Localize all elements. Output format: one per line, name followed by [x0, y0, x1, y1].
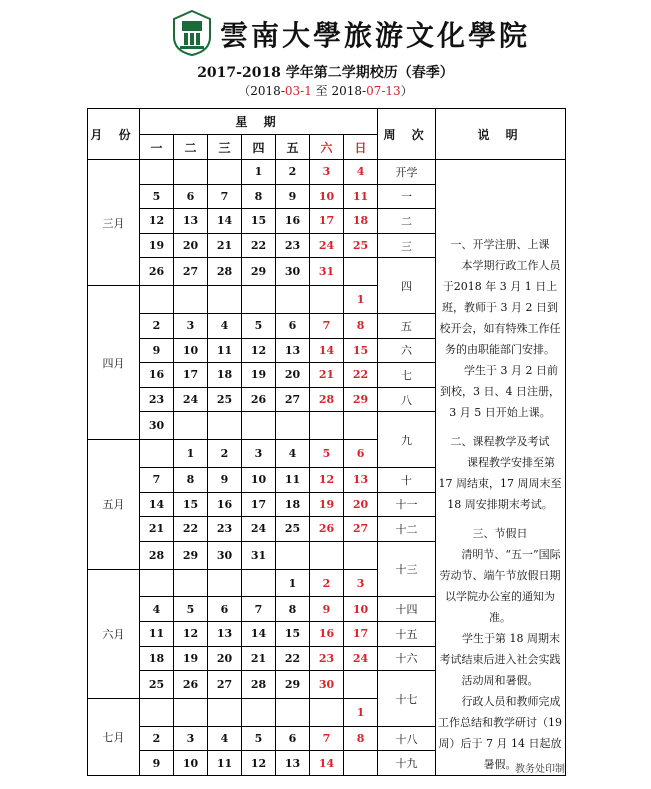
month-cell: 五月 [88, 440, 140, 569]
day-cell: 1 [242, 160, 276, 185]
day-cell: 17 [310, 209, 344, 234]
day-cell [140, 286, 174, 314]
page-header [0, 0, 651, 110]
day-cell [310, 286, 344, 314]
day-cell [344, 751, 378, 776]
day-cell: 14 [310, 751, 344, 776]
month-cell: 六月 [88, 569, 140, 698]
day-cell: 27 [276, 387, 310, 412]
day-cell: 3 [310, 160, 344, 185]
day-cell [174, 569, 208, 597]
month-cell: 四月 [88, 286, 140, 440]
day-cell: 12 [174, 622, 208, 647]
day-cell: 26 [174, 671, 208, 699]
range-end: 07-13 [366, 84, 401, 98]
day-cell [140, 699, 174, 727]
day-cell: 5 [174, 597, 208, 622]
month-cell: 三月 [88, 160, 140, 286]
day-cell: 17 [174, 363, 208, 388]
day-cell: 7 [242, 597, 276, 622]
day-cell: 18 [208, 363, 242, 388]
day-cell: 9 [208, 468, 242, 493]
day-cell: 3 [344, 569, 378, 597]
day-cell: 18 [344, 209, 378, 234]
day-cell [310, 541, 344, 569]
day-cell: 17 [344, 622, 378, 647]
day-cell: 7 [310, 726, 344, 751]
day-cell: 6 [276, 726, 310, 751]
month-header: 月 份 [88, 109, 140, 160]
day-cell [174, 286, 208, 314]
day-cell: 22 [174, 517, 208, 542]
day-cell: 23 [310, 646, 344, 671]
day-cell [242, 699, 276, 727]
day-cell: 1 [174, 440, 208, 468]
day-cell: 1 [344, 286, 378, 314]
note-heading: 二、课程教学及考试 [450, 435, 550, 448]
day-cell: 7 [140, 468, 174, 493]
day-cell: 24 [310, 233, 344, 258]
week-number-cell: 七 [378, 363, 436, 388]
day-cell: 19 [140, 233, 174, 258]
day-cell: 27 [208, 671, 242, 699]
week-number-cell: 一 [378, 184, 436, 209]
week-number-cell: 六 [378, 338, 436, 363]
day-cell: 15 [242, 209, 276, 234]
day-cell: 18 [140, 646, 174, 671]
day-cell: 16 [208, 492, 242, 517]
day-cell [208, 412, 242, 440]
note-paragraph: 学生于 3 月 2 日前到校，3 日、4 日注册，3 月 5 日开始上课。 [440, 364, 561, 419]
day-cell [344, 541, 378, 569]
day-cell: 10 [242, 468, 276, 493]
day-cell: 21 [242, 646, 276, 671]
week-number-cell: 十三 [378, 541, 436, 597]
day-cell: 24 [242, 517, 276, 542]
day-cell: 14 [242, 622, 276, 647]
day-cell: 13 [276, 751, 310, 776]
day-cell: 2 [140, 314, 174, 339]
day-cell [208, 699, 242, 727]
day-cell [344, 258, 378, 286]
week-number-cell: 十七 [378, 671, 436, 727]
day-cell [276, 699, 310, 727]
day-cell: 12 [310, 468, 344, 493]
weekday-5: 五 [276, 135, 310, 160]
day-cell [208, 286, 242, 314]
day-cell: 28 [310, 387, 344, 412]
week-number-cell: 十五 [378, 622, 436, 647]
day-cell: 30 [208, 541, 242, 569]
day-cell [140, 160, 174, 185]
day-cell: 6 [174, 184, 208, 209]
day-cell: 20 [276, 363, 310, 388]
calendar-table [87, 108, 566, 776]
day-cell: 1 [276, 569, 310, 597]
weekday-1: 一 [140, 135, 174, 160]
weekday-header: 星 期 [140, 109, 378, 135]
day-cell: 28 [242, 671, 276, 699]
day-cell: 11 [208, 751, 242, 776]
day-cell [276, 541, 310, 569]
week-number-cell: 八 [378, 387, 436, 412]
day-cell: 12 [242, 751, 276, 776]
week-number-header: 周 次 [378, 109, 436, 160]
day-cell: 11 [344, 184, 378, 209]
day-cell: 5 [242, 314, 276, 339]
footer-note: 教务处印制 [515, 764, 565, 775]
day-cell: 29 [174, 541, 208, 569]
week-number-cell: 十八 [378, 726, 436, 751]
day-cell: 25 [344, 233, 378, 258]
day-cell: 23 [208, 517, 242, 542]
weekday-4: 四 [242, 135, 276, 160]
day-cell: 2 [208, 440, 242, 468]
day-cell: 8 [344, 726, 378, 751]
week-number-cell: 十四 [378, 597, 436, 622]
day-cell: 2 [276, 160, 310, 185]
day-cell: 2 [140, 726, 174, 751]
day-cell: 13 [208, 622, 242, 647]
week-number-cell: 十一 [378, 492, 436, 517]
day-cell: 28 [208, 258, 242, 286]
day-cell: 29 [242, 258, 276, 286]
day-cell: 24 [174, 387, 208, 412]
day-cell: 25 [140, 671, 174, 699]
note-paragraph: 行政人员和教师完成工作总结和教学研讨（19 周）后于 7 月 14 日起放暑假。 [438, 695, 563, 771]
day-cell: 6 [208, 597, 242, 622]
calendar-row [88, 160, 566, 185]
day-cell: 22 [242, 233, 276, 258]
day-cell: 30 [310, 671, 344, 699]
day-cell: 11 [140, 622, 174, 647]
day-cell [242, 569, 276, 597]
day-cell: 8 [344, 314, 378, 339]
week-number-cell: 十二 [378, 517, 436, 542]
day-cell: 16 [310, 622, 344, 647]
weekday-2: 二 [174, 135, 208, 160]
day-cell: 5 [140, 184, 174, 209]
week-number-cell: 二 [378, 209, 436, 234]
day-cell: 23 [276, 233, 310, 258]
calendar-title: 2017-2018 学年第二学期校历（春季） [197, 65, 454, 81]
day-cell: 26 [242, 387, 276, 412]
day-cell: 20 [208, 646, 242, 671]
day-cell [174, 412, 208, 440]
day-cell: 25 [208, 387, 242, 412]
day-cell: 30 [276, 258, 310, 286]
day-cell: 4 [344, 160, 378, 185]
day-cell: 6 [276, 314, 310, 339]
day-cell: 6 [344, 440, 378, 468]
day-cell: 9 [276, 184, 310, 209]
note-heading: 三、节假日 [472, 527, 528, 540]
day-cell [310, 699, 344, 727]
day-cell: 10 [174, 338, 208, 363]
day-cell [208, 569, 242, 597]
week-number-cell: 十九 [378, 751, 436, 776]
day-cell [140, 440, 174, 468]
note-paragraph: 课程教学安排至第 17 周结束，17 周周末至 18 周安排期末考试。 [438, 456, 562, 511]
day-cell: 9 [140, 338, 174, 363]
day-cell: 28 [140, 541, 174, 569]
day-cell [174, 699, 208, 727]
day-cell [310, 412, 344, 440]
note-paragraph: 学生于第 18 周期末考试结束后进入社会实践活动周和暑假。 [439, 632, 561, 687]
day-cell: 24 [344, 646, 378, 671]
notes-header: 说 明 [436, 109, 566, 160]
day-cell: 8 [242, 184, 276, 209]
day-cell: 14 [140, 492, 174, 517]
day-cell: 4 [208, 314, 242, 339]
day-cell: 11 [208, 338, 242, 363]
day-cell: 5 [242, 726, 276, 751]
day-cell: 10 [344, 597, 378, 622]
day-cell: 29 [344, 387, 378, 412]
day-cell [242, 412, 276, 440]
day-cell: 13 [276, 338, 310, 363]
day-cell: 22 [276, 646, 310, 671]
day-cell: 2 [310, 569, 344, 597]
day-cell: 4 [140, 597, 174, 622]
day-cell: 9 [310, 597, 344, 622]
day-cell [242, 286, 276, 314]
day-cell [344, 412, 378, 440]
day-cell [344, 671, 378, 699]
day-cell: 8 [174, 468, 208, 493]
day-cell: 20 [344, 492, 378, 517]
day-cell: 14 [310, 338, 344, 363]
day-cell: 4 [208, 726, 242, 751]
day-cell: 19 [242, 363, 276, 388]
note-paragraph: 本学期行政工作人员于2018 年 3 月 1 日上班，教师于 3 月 2 日到校开会，如有特殊工作任务的由职能部门安排。 [439, 259, 561, 356]
day-cell: 31 [310, 258, 344, 286]
day-cell: 16 [140, 363, 174, 388]
day-cell: 3 [174, 726, 208, 751]
weekday-3: 三 [208, 135, 242, 160]
day-cell: 23 [140, 387, 174, 412]
day-cell: 22 [344, 363, 378, 388]
university-seal-logo [170, 9, 214, 57]
school-name: 雲南大學旅游文化學院 [220, 19, 531, 52]
day-cell: 18 [276, 492, 310, 517]
day-cell: 29 [276, 671, 310, 699]
day-cell: 10 [174, 751, 208, 776]
day-cell: 26 [310, 517, 344, 542]
day-cell: 21 [140, 517, 174, 542]
day-cell: 1 [344, 699, 378, 727]
day-cell: 12 [140, 209, 174, 234]
day-cell: 19 [174, 646, 208, 671]
day-cell: 25 [276, 517, 310, 542]
day-cell: 3 [174, 314, 208, 339]
notes-cell [436, 160, 566, 776]
day-cell [276, 412, 310, 440]
day-cell: 15 [276, 622, 310, 647]
day-cell: 12 [242, 338, 276, 363]
day-cell [140, 569, 174, 597]
day-cell [208, 160, 242, 185]
day-cell: 4 [276, 440, 310, 468]
date-range: （2018-03-1 至 2018-07-13） [238, 84, 413, 98]
weekday-6: 六 [310, 135, 344, 160]
day-cell: 13 [344, 468, 378, 493]
day-cell: 11 [276, 468, 310, 493]
day-cell [276, 286, 310, 314]
week-number-cell: 五 [378, 314, 436, 339]
day-cell: 30 [140, 412, 174, 440]
day-cell: 19 [310, 492, 344, 517]
day-cell: 17 [242, 492, 276, 517]
day-cell: 3 [242, 440, 276, 468]
day-cell: 15 [344, 338, 378, 363]
week-number-cell: 四 [378, 258, 436, 314]
day-cell: 27 [344, 517, 378, 542]
day-cell: 31 [242, 541, 276, 569]
day-cell: 21 [310, 363, 344, 388]
day-cell: 7 [208, 184, 242, 209]
week-number-cell: 开学 [378, 160, 436, 185]
day-cell: 26 [140, 258, 174, 286]
day-cell: 20 [174, 233, 208, 258]
week-number-cell: 十 [378, 468, 436, 493]
day-cell: 14 [208, 209, 242, 234]
day-cell: 15 [174, 492, 208, 517]
note-heading: 一、开学注册、上课 [450, 238, 550, 251]
month-cell: 七月 [88, 699, 140, 776]
range-start: 03-1 [284, 84, 312, 98]
day-cell: 16 [276, 209, 310, 234]
day-cell: 9 [140, 751, 174, 776]
week-number-cell: 九 [378, 412, 436, 468]
day-cell: 27 [174, 258, 208, 286]
note-paragraph: 清明节、“五一”国际劳动节、端午节放假日期以学院办公室的通知为准。 [439, 548, 561, 624]
day-cell: 7 [310, 314, 344, 339]
week-number-cell: 十六 [378, 646, 436, 671]
day-cell: 8 [276, 597, 310, 622]
day-cell [174, 160, 208, 185]
day-cell: 5 [310, 440, 344, 468]
day-cell: 21 [208, 233, 242, 258]
day-cell: 13 [174, 209, 208, 234]
day-cell: 10 [310, 184, 344, 209]
weekday-7: 日 [344, 135, 378, 160]
week-number-cell: 三 [378, 233, 436, 258]
